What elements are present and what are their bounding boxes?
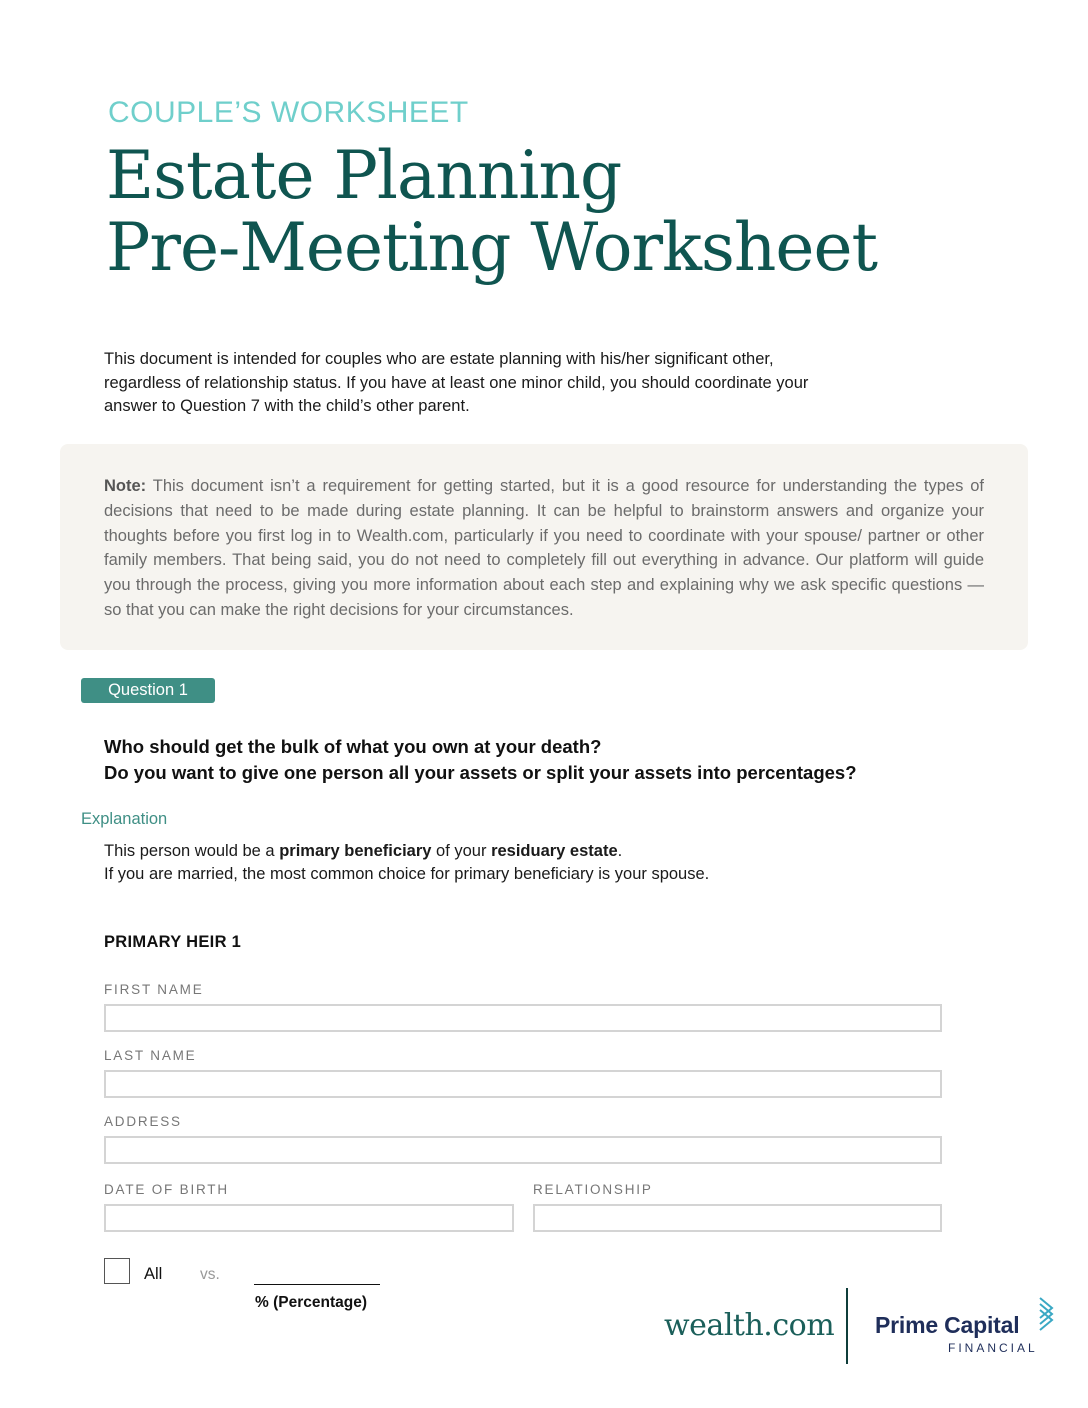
address-field[interactable] (104, 1136, 942, 1164)
primary-beneficiary-term: primary beneficiary (279, 842, 432, 860)
first-name-field[interactable] (104, 1004, 942, 1032)
title-line-2: Pre-Meeting Worksheet (106, 209, 878, 286)
all-checkbox[interactable] (104, 1258, 130, 1284)
explanation-text-part: of your (431, 842, 492, 860)
explanation-text-part: This person would be a (104, 842, 280, 860)
question-line-1: Who should get the bulk of what you own at your death? (104, 736, 602, 757)
percentage-input-line[interactable] (254, 1284, 380, 1285)
last-name-label: LAST NAME (104, 1048, 197, 1063)
note-body: This document isn’t a requirement for getting started, but it is a good resource for understanding the types of decisions that need to be made during estate planning. It can be helpful to brainstorm answers and organize your thoughts before you first log in to Wealth.com, particularly if you need to coordinate with your spouse/ partner or other family members. That being said, you do not need to completely fill out everything in advance. Our platform will guide you through the process, giving you more information about each step and explaining why we ask specific questions — so that you can make the right decisions for your circumstances. (104, 477, 984, 619)
page-title (106, 137, 878, 286)
first-name-label: FIRST NAME (104, 982, 204, 997)
prime-capital-chevrons-icon (1036, 1296, 1058, 1336)
logo-divider (846, 1288, 848, 1364)
all-label: All (144, 1265, 163, 1283)
question-text (104, 734, 857, 786)
relationship-field[interactable] (533, 1204, 942, 1232)
intro-line-2: regardless of relationship status. If you have at least one minor child, you should coordinate your (104, 373, 809, 392)
explanation-label: Explanation (81, 810, 168, 828)
explanation-text (104, 840, 709, 886)
question-badge: Question 1 (81, 678, 215, 703)
explanation-text-part: . (617, 842, 623, 860)
date-of-birth-label: DATE OF BIRTH (104, 1182, 229, 1197)
question-line-2: Do you want to give one person all your assets or split your assets into percentages? (104, 762, 857, 783)
address-label: ADDRESS (104, 1114, 182, 1129)
note-text (104, 474, 984, 623)
worksheet-eyebrow: COUPLE’S WORKSHEET (108, 96, 469, 129)
relationship-label: RELATIONSHIP (533, 1182, 653, 1197)
note-label: Note: (104, 477, 147, 495)
intro-line-3: answer to Question 7 with the child’s other parent. (104, 397, 470, 415)
explanation-line-1 (104, 840, 709, 863)
primary-heir-heading: PRIMARY HEIR 1 (104, 933, 242, 951)
residuary-estate-term: residuary estate (491, 842, 618, 860)
title-line-1: Estate Planning (106, 137, 622, 214)
vs-label: vs. (200, 1266, 220, 1283)
wealth-logo: wealth.com (664, 1308, 835, 1343)
date-of-birth-field[interactable] (104, 1204, 514, 1232)
percentage-label: % (Percentage) (255, 1294, 367, 1311)
explanation-line-2: If you are married, the most common choice for primary beneficiary is your spouse. (104, 865, 710, 883)
financial-wordmark: FINANCIAL (948, 1341, 1038, 1355)
last-name-field[interactable] (104, 1070, 942, 1098)
intro-paragraph (104, 348, 904, 419)
intro-line-1: This document is intended for couples who are estate planning with his/her significant other, (104, 350, 774, 368)
prime-capital-logo: Prime Capital (875, 1312, 1020, 1338)
